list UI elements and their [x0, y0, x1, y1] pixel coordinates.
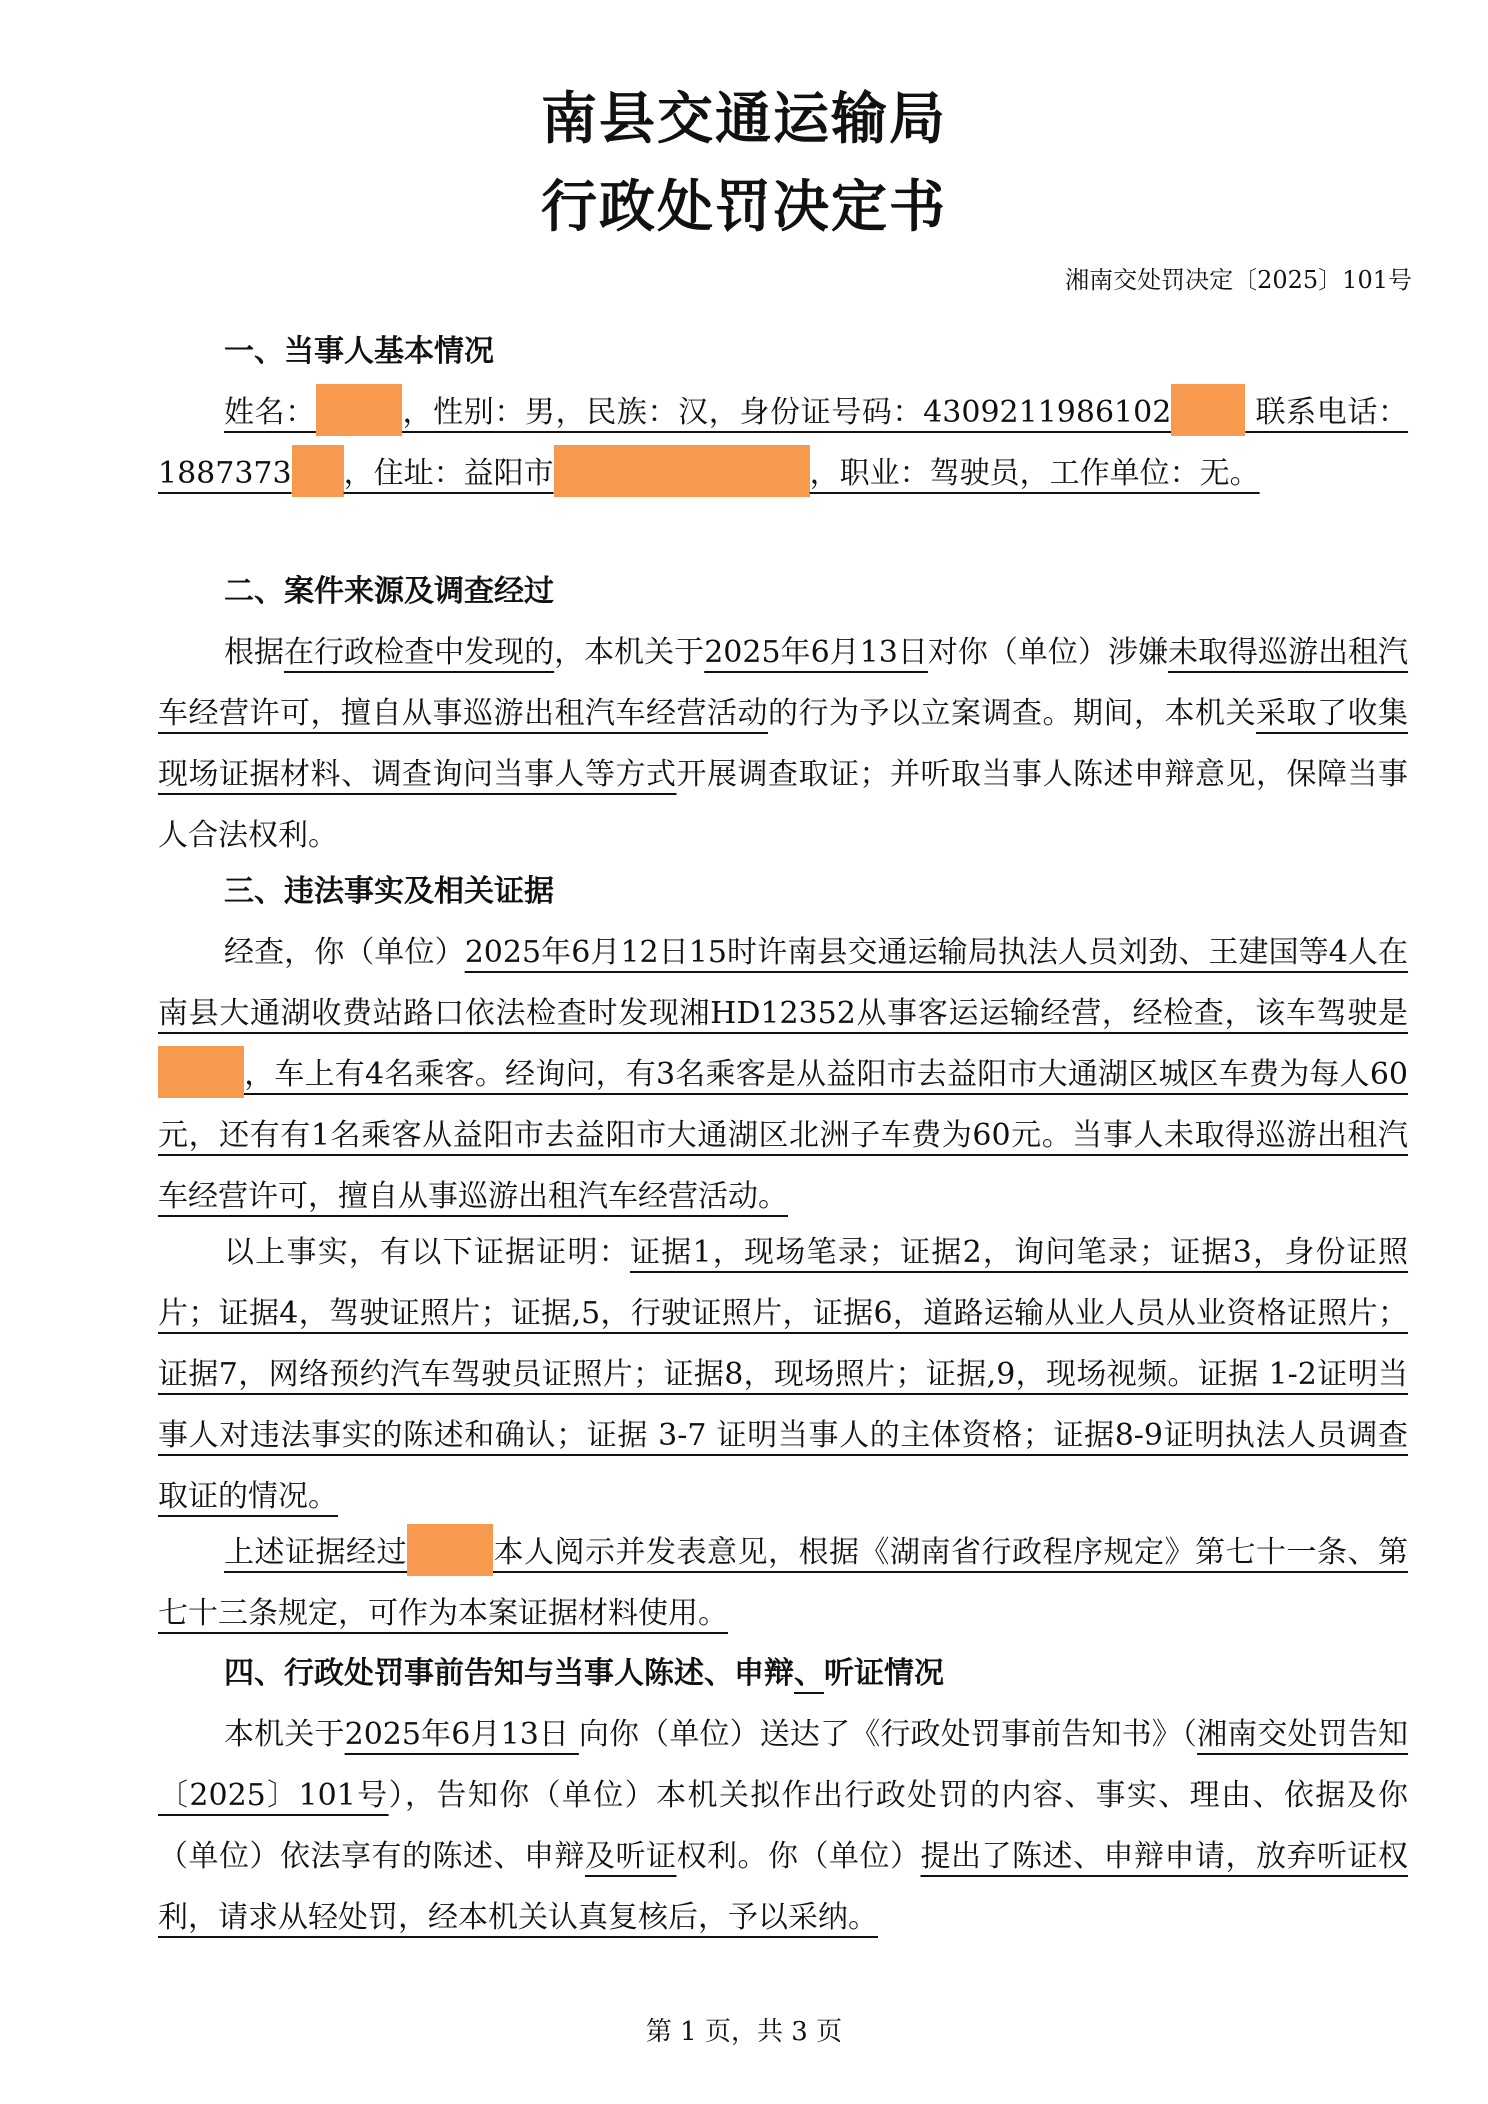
redacted-name: [316, 384, 402, 436]
section-3-heading: 三、违法事实及相关证据: [224, 874, 554, 909]
document-number: 湘南交处罚决定〔2025〕101号: [1065, 266, 1412, 294]
document-title: 行政处罚决定书: [541, 175, 947, 240]
facts-text: 2025年6月12日15时许南县交通运输局执法人员刘劲、王建国等4人在南县大通湖收费站路口依法检查时发现湘HD12352从事客运运输经营，经检查，该车驾驶是，车上有4名乘客。经询问，有3名乘客是从益阳市去益阳市大通湖区城区车费为每人60元，还有有1名乘客从益阳市去益阳市大通湖区北洲子车费为60元。当事人未取得巡游出租汽车经营许可，擅自从事巡游出租汽车经营活动。: [158, 935, 1409, 1214]
page-indicator: 第 1 页，共 3 页: [645, 2017, 843, 2047]
party-info-text: [158, 395, 1408, 491]
section-4-heading: 四、行政处罚事前告知与当事人陈述、申辩、听证情况: [224, 1656, 944, 1691]
redacted-driver-name: [158, 1046, 244, 1098]
case-source: 在行政检查中发现的: [284, 635, 555, 670]
section-1-heading: 一、当事人基本情况: [224, 334, 494, 369]
agency-title: 南县交通运输局: [541, 87, 947, 152]
filing-date: 2025年6月13日: [704, 635, 928, 670]
occupation-text: ，职业：驾驶员，工作单位：无。: [809, 456, 1260, 491]
section-1-paragraph: [158, 382, 1408, 504]
section-4-paragraph: 本机关于2025年6月13日 向你（单位）送达了《行政处罚事前告知书》（湘南交处罚告知〔2025〕101号），告知你（单位）本机关拟作出行政处罚的内容、事实、理由、依据及你（单位）依法享有的陈述、申辩及听证权利。你（单位）提出了陈述、申辩申请，放弃听证权利，请求从轻处罚，经本机关认真复核后，予以采纳。: [158, 1717, 1409, 1935]
gender-ethnicity-id: ，性别：男，民族：汉，身份证号码：4309211986102: [401, 395, 1172, 430]
redacted-address: [554, 445, 810, 497]
evidence-paragraph: 以上事实，有以下证据证明：证据1，现场笔录；证据2，询问笔录；证据3，身份证照片；证据4，驾驶证照片；证据,5，行驶证照片，证据6，道路运输从业人员从业资格证照片；证据7，网络预约汽车驾驶员证照片；证据8，现场照片；证据,9，现场视频。证据 1-2证明当事人对违法事实的陈述和确认；证据 3-7 证明当事人的主体资格；证据8-9证明执法人员调查取证的情况。: [158, 1235, 1409, 1514]
evidence-list: 证据1，现场笔录；证据2，询问笔录；证据3，身份证照片；证据4，驾驶证照片；证据,5，行驶证照片，证据6，道路运输从业人员从业资格证照片；证据7，网络预约汽车驾驶员证照片；证据8，现场照片；证据,9，现场视频。证据 1-2证明当事人对违法事实的陈述和确认；证据 3-7 证明当事人的主体资格；证据8-9证明执法人员调查取证的情况。: [158, 1235, 1409, 1514]
party-response: 提出了陈述、申辩申请，放弃听证权利，请求从轻处罚，经本机关认真复核后，予以采纳。: [158, 1839, 1408, 1935]
evidence-review-text: 上述证据经过 本人阅示并发表意见，根据《湖南省行政程序规定》第七十一条、第七十三条规定，可作为本案证据材料使用。: [158, 1535, 1408, 1631]
redacted-party-name: [407, 1524, 493, 1576]
section-2-heading: 二、案件来源及调查经过: [224, 574, 554, 609]
address-label: ，住址：益阳市: [343, 456, 554, 491]
facts-paragraph: 经查，你（单位）2025年6月12日15时许南县交通运输局执法人员刘劲、王建国等4人在南县大通湖收费站路口依法检查时发现湘HD12352从事客运运输经营，经检查，该车驾驶是，车上有4名乘客。经询问，有3名乘客是从益阳市去益阳市大通湖区城区车费为每人60元，还有有1名乘客从益阳市去益阳市大通湖区北洲子车费为60元。当事人未取得巡游出租汽车经营许可，擅自从事巡游出租汽车经营活动。: [158, 935, 1409, 1214]
name-label: 姓名：: [224, 395, 316, 430]
investigation-methods: 采取了收集现场证据材料、调查询问当事人等方式: [158, 696, 1408, 792]
phone-label: 联系电话：1887373: [158, 395, 1409, 491]
redacted-id-suffix: [1171, 384, 1245, 436]
notice-date: 2025年6月13日: [344, 1717, 579, 1752]
section-2-paragraph: 根据在行政检查中发现的，本机关于2025年6月13日对你（单位）涉嫌未取得巡游出租汽车经营许可，擅自从事巡游出租汽车经营活动的行为予以立案调查。期间，本机关采取了收集现场证据材料、调查询问当事人等方式开展调查取证；并听取当事人陈述申辩意见，保障当事人合法权利。: [158, 635, 1409, 853]
suspected-violation: 未取得巡游出租汽车经营许可，擅自从事巡游出租汽车经营活动: [158, 635, 1409, 731]
evidence-review-paragraph: [158, 1522, 1408, 1644]
redacted-phone-suffix: [292, 445, 344, 497]
notice-number: 湘南交处罚告知〔2025〕101号: [158, 1717, 1409, 1813]
